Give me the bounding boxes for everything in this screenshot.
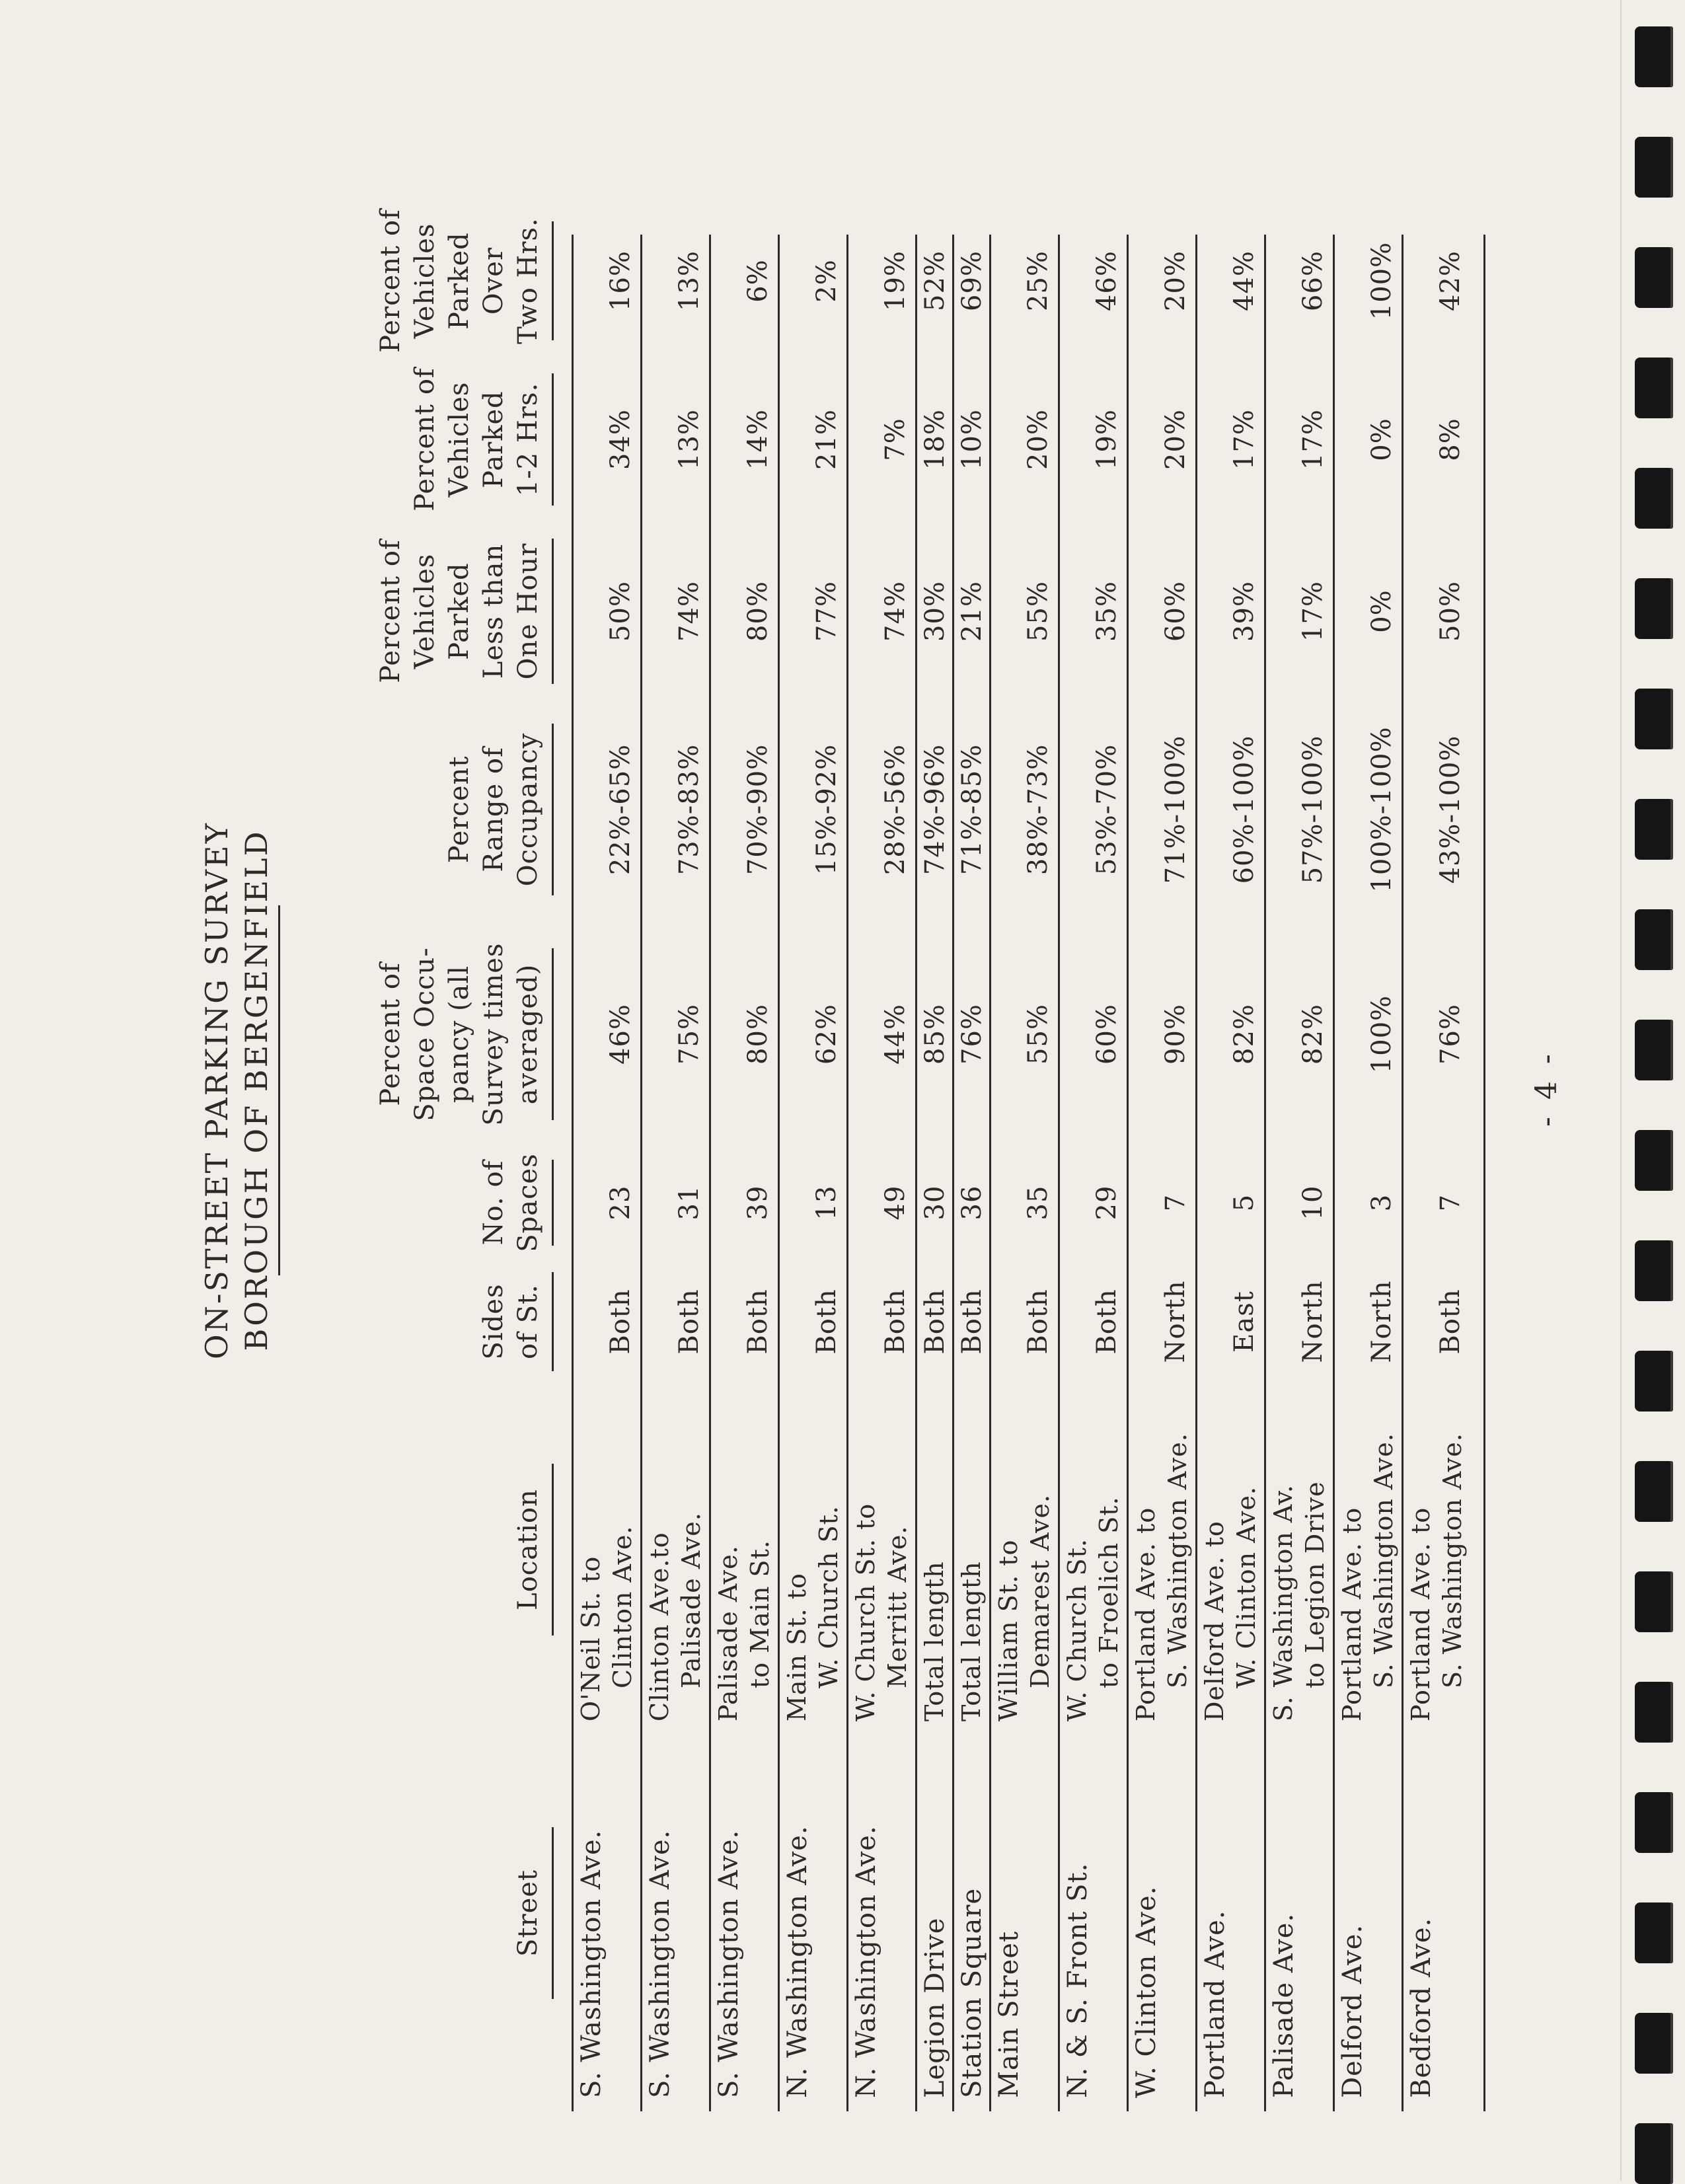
row-separator <box>915 235 917 2111</box>
location-line: Clinton Ave.to <box>645 1532 674 1721</box>
location-line: Demarest Ave. <box>1026 1493 1055 1688</box>
cell-less_hour: 55% <box>1023 581 1053 642</box>
header-line: Percent of <box>410 367 440 511</box>
header-line: Parked <box>478 391 509 488</box>
cell-one_two: 20% <box>1023 409 1053 470</box>
cell-spaces: 23 <box>605 1185 636 1221</box>
header-underline <box>552 1464 554 1636</box>
header-line: Parked <box>444 232 474 330</box>
header-underline <box>552 948 554 1120</box>
report-title: ON-STREET PARKING SURVEY <box>199 821 235 1359</box>
cell-range: 71%-85% <box>957 743 987 876</box>
header-line: Survey times <box>478 942 509 1126</box>
cell-one_two: 14% <box>743 409 773 470</box>
report-subtitle: BOROUGH OF BERGENFIELD <box>239 829 274 1351</box>
cell-one_two: 20% <box>1160 409 1191 470</box>
header-underline <box>552 1272 554 1371</box>
binding-ring <box>1635 1130 1673 1191</box>
header-underline <box>552 373 554 506</box>
cell-sides: North <box>1298 1280 1328 1363</box>
cell-street: S. Washington Ave. <box>714 1829 744 2098</box>
cell-over_two: 25% <box>1023 250 1053 311</box>
row-separator <box>1333 235 1335 2111</box>
cell-street: Delford Ave. <box>1337 1924 1368 2098</box>
cell-spaces: 39 <box>743 1185 773 1221</box>
cell-spaces: 36 <box>957 1185 987 1221</box>
location-line: O'Neil St. to <box>576 1556 605 1721</box>
cell-occupancy: 44% <box>880 1004 911 1065</box>
binding-ring <box>1635 1240 1673 1301</box>
header-underline <box>552 539 554 684</box>
title-underline <box>278 905 280 1275</box>
location-line: to Legion Drive <box>1300 1481 1329 1688</box>
cell-less_hour: 39% <box>1229 581 1259 642</box>
page-edge <box>1620 0 1622 2181</box>
location-line: Total length <box>957 1561 986 1721</box>
location-line: Portland Ave. to <box>1406 1507 1435 1721</box>
binding-ring <box>1635 578 1673 639</box>
cell-occupancy: 55% <box>1023 1004 1053 1065</box>
column-header-location <box>327 1378 545 1721</box>
cell-spaces: 5 <box>1229 1193 1259 1212</box>
header-line: Two Hrs. <box>513 217 543 344</box>
binding-ring <box>1635 1682 1673 1743</box>
binding-ring <box>1635 689 1673 749</box>
binding-ring <box>1635 358 1673 418</box>
location-line: W. Church St. <box>814 1505 843 1688</box>
spiral-binding <box>1612 0 1685 2181</box>
binding-ring <box>1635 26 1673 87</box>
binding-ring <box>1635 1571 1673 1632</box>
binding-ring <box>1635 1902 1673 1963</box>
binding-ring <box>1635 2123 1673 2184</box>
header-line: Location <box>513 1489 543 1610</box>
location-line: Delford Ave. to <box>1200 1521 1229 1721</box>
cell-spaces: 29 <box>1092 1185 1122 1221</box>
row-separator <box>1058 235 1060 2111</box>
cell-sides: East <box>1229 1291 1259 1353</box>
cell-over_two: 100% <box>1367 241 1397 320</box>
row-separator <box>846 235 848 2111</box>
cell-range: 100%-100% <box>1367 726 1397 893</box>
cell-spaces: 3 <box>1367 1193 1397 1212</box>
cell-spaces: 31 <box>674 1185 704 1221</box>
header-line: No. of <box>478 1160 509 1246</box>
cell-street: Station Square <box>957 1887 987 2098</box>
header-line: of St. <box>513 1284 543 1359</box>
cell-range: 38%-73% <box>1023 743 1053 876</box>
location-line: Palisade Ave. <box>677 1512 706 1688</box>
cell-street: Bedford Ave. <box>1406 1917 1437 2098</box>
cell-street: N. Washington Ave. <box>782 1825 813 2098</box>
header-line: Street <box>513 1869 543 1957</box>
cell-street: S. Washington Ave. <box>576 1829 607 2098</box>
cell-sides: North <box>1367 1280 1397 1363</box>
cell-less_hour: 35% <box>1092 581 1122 642</box>
column-header-sides <box>327 1259 545 1384</box>
cell-spaces: 13 <box>811 1185 842 1221</box>
header-line: Occupancy <box>513 732 543 887</box>
location-line: S. Washington Ave. <box>1369 1433 1398 1688</box>
column-header-less_hour <box>327 525 545 697</box>
cell-spaces: 49 <box>880 1185 911 1221</box>
header-line: Vehicles <box>410 553 440 669</box>
cell-occupancy: 76% <box>957 1004 987 1065</box>
cell-range: 43%-100% <box>1435 735 1466 884</box>
header-line: Over <box>478 246 509 315</box>
header-underline <box>552 1160 554 1246</box>
cell-over_two: 44% <box>1229 250 1259 311</box>
page-number: - 4 - <box>1530 1050 1563 1127</box>
row-separator <box>989 235 991 2111</box>
cell-sides: Both <box>743 1289 773 1355</box>
cell-occupancy: 80% <box>743 1004 773 1065</box>
cell-less_hour: 60% <box>1160 581 1191 642</box>
cell-occupancy: 85% <box>920 1004 950 1065</box>
header-underline <box>552 221 554 340</box>
location-line: Total length <box>920 1561 949 1721</box>
column-header-spaces <box>327 1147 545 1259</box>
column-header-over_two <box>327 208 545 354</box>
cell-over_two: 20% <box>1160 250 1191 311</box>
header-line: Vehicles <box>410 223 440 339</box>
row-separator <box>952 235 954 2111</box>
cell-street: Portland Ave. <box>1200 1910 1230 2098</box>
location-line: W. Church St. <box>1063 1538 1092 1721</box>
binding-ring <box>1635 1351 1673 1412</box>
binding-ring <box>1635 468 1673 529</box>
cell-sides: Both <box>605 1289 636 1355</box>
binding-ring <box>1635 137 1673 198</box>
cell-less_hour: 21% <box>957 581 987 642</box>
cell-over_two: 2% <box>811 259 842 303</box>
cell-one_two: 18% <box>920 409 950 470</box>
cell-one_two: 17% <box>1229 409 1259 470</box>
cell-occupancy: 46% <box>605 1004 636 1065</box>
header-line: Vehicles <box>444 381 474 498</box>
cell-less_hour: 50% <box>605 581 636 642</box>
header-underline <box>552 724 554 895</box>
column-header-occupancy <box>327 922 545 1147</box>
cell-range: 28%-56% <box>880 743 911 876</box>
location-line: Clinton Ave. <box>608 1525 637 1688</box>
cell-spaces: 30 <box>920 1185 950 1221</box>
location-line: S. Washington Ave. <box>1438 1433 1467 1688</box>
column-header-one_two <box>327 360 545 519</box>
cell-occupancy: 82% <box>1298 1004 1328 1065</box>
binding-ring <box>1635 1792 1673 1853</box>
cell-one_two: 8% <box>1435 418 1466 461</box>
location-line: Merritt Ave. <box>883 1525 912 1688</box>
cell-over_two: 16% <box>605 250 636 311</box>
cell-spaces: 35 <box>1023 1185 1053 1221</box>
header-line: Sides <box>478 1283 509 1360</box>
header-line: pancy (all <box>444 965 474 1103</box>
row-separator <box>1264 235 1266 2111</box>
location-line: S. Washington Ave. <box>1163 1433 1192 1688</box>
binding-ring <box>1635 1020 1673 1080</box>
cell-range: 57%-100% <box>1298 735 1328 884</box>
cell-occupancy: 75% <box>674 1004 704 1065</box>
cell-over_two: 19% <box>880 250 911 311</box>
cell-street: Legion Drive <box>920 1917 950 2098</box>
cell-sides: Both <box>674 1289 704 1355</box>
cell-spaces: 7 <box>1160 1193 1191 1212</box>
row-separator <box>1195 235 1197 2111</box>
location-line: W. Clinton Ave. <box>1232 1486 1261 1688</box>
cell-occupancy: 76% <box>1435 1004 1466 1065</box>
header-line: Parked <box>444 562 474 660</box>
cell-less_hour: 80% <box>743 581 773 642</box>
header-line: Percent of <box>375 209 406 353</box>
cell-one_two: 17% <box>1298 409 1328 470</box>
header-line: Space Occu- <box>410 947 440 1121</box>
cell-one_two: 0% <box>1367 418 1397 461</box>
cell-less_hour: 74% <box>674 581 704 642</box>
cell-occupancy: 100% <box>1367 995 1397 1074</box>
header-line: One Hour <box>513 543 543 680</box>
binding-ring <box>1635 909 1673 970</box>
location-line: to Main St. <box>745 1540 774 1688</box>
location-line: W. Church St. to <box>851 1503 880 1721</box>
cell-less_hour: 30% <box>920 581 950 642</box>
row-separator <box>1127 235 1129 2111</box>
cell-range: 22%-65% <box>605 743 636 876</box>
cell-sides: Both <box>1023 1289 1053 1355</box>
location-line: to Froelich St. <box>1094 1496 1123 1688</box>
location-line: S. Washington Av. <box>1269 1484 1298 1721</box>
location-line: William St. to <box>994 1539 1023 1721</box>
cell-range: 53%-70% <box>1092 743 1122 876</box>
cell-range: 15%-92% <box>811 743 842 876</box>
column-header-street <box>327 1728 545 2098</box>
cell-over_two: 13% <box>674 250 704 311</box>
header-line: averaged) <box>513 963 543 1105</box>
header-line: 1-2 Hrs. <box>513 382 543 497</box>
cell-less_hour: 50% <box>1435 581 1466 642</box>
binding-ring <box>1635 1461 1673 1522</box>
cell-one_two: 7% <box>880 418 911 461</box>
cell-range: 71%-100% <box>1160 735 1191 884</box>
cell-less_hour: 74% <box>880 581 911 642</box>
location-line: Portland Ave. to <box>1131 1507 1160 1721</box>
cell-sides: North <box>1160 1280 1191 1363</box>
cell-occupancy: 60% <box>1092 1004 1122 1065</box>
cell-one_two: 10% <box>957 409 987 470</box>
cell-one_two: 21% <box>811 409 842 470</box>
binding-ring <box>1635 247 1673 308</box>
header-underline <box>552 1827 554 1999</box>
table-bottom-rule <box>1483 235 1485 2111</box>
cell-sides: Both <box>880 1289 911 1355</box>
cell-sides: Both <box>1435 1289 1466 1355</box>
cell-occupancy: 90% <box>1160 1004 1191 1065</box>
header-line: Percent <box>444 755 474 864</box>
header-line: Less than <box>478 543 509 679</box>
cell-over_two: 66% <box>1298 250 1328 311</box>
cell-street: Palisade Ave. <box>1269 1912 1299 2098</box>
row-separator <box>1402 235 1404 2111</box>
header-line: Percent of <box>375 539 406 683</box>
binding-ring <box>1635 2013 1673 2074</box>
cell-over_two: 46% <box>1092 250 1122 311</box>
column-header-range <box>327 697 545 922</box>
cell-occupancy: 82% <box>1229 1004 1259 1065</box>
cell-street: N. Washington Ave. <box>851 1825 881 2098</box>
header-line: Spaces <box>513 1153 543 1252</box>
cell-less_hour: 17% <box>1298 581 1328 642</box>
location-line: Palisade Ave. <box>714 1545 743 1721</box>
row-separator <box>572 235 574 2111</box>
location-line: Main St. to <box>782 1573 811 1721</box>
header-line: Percent of <box>375 962 406 1106</box>
cell-sides: Both <box>1092 1289 1122 1355</box>
cell-street: W. Clinton Ave. <box>1131 1885 1162 2098</box>
cell-less_hour: 77% <box>811 581 842 642</box>
cell-less_hour: 0% <box>1367 589 1397 633</box>
row-separator <box>640 235 642 2111</box>
row-separator <box>778 235 780 2111</box>
cell-range: 60%-100% <box>1229 735 1259 884</box>
cell-over_two: 52% <box>920 250 950 311</box>
cell-street: N. & S. Front St. <box>1063 1862 1093 2098</box>
cell-over_two: 69% <box>957 250 987 311</box>
cell-sides: Both <box>811 1289 842 1355</box>
header-line: Range of <box>478 747 509 872</box>
cell-range: 73%-83% <box>674 743 704 876</box>
cell-one_two: 13% <box>674 409 704 470</box>
location-line: Portland Ave. to <box>1337 1507 1367 1721</box>
row-separator <box>709 235 711 2111</box>
cell-spaces: 10 <box>1298 1185 1328 1221</box>
binding-ring <box>1635 799 1673 860</box>
cell-over_two: 42% <box>1435 250 1466 311</box>
cell-street: Main Street <box>994 1930 1024 2098</box>
rotated-table-page <box>162 50 1563 2131</box>
cell-sides: Both <box>957 1289 987 1355</box>
cell-range: 74%-96% <box>920 743 950 876</box>
cell-over_two: 6% <box>743 259 773 303</box>
cell-range: 70%-90% <box>743 743 773 876</box>
cell-one_two: 19% <box>1092 409 1122 470</box>
cell-street: S. Washington Ave. <box>645 1829 675 2098</box>
cell-one_two: 34% <box>605 409 636 470</box>
cell-occupancy: 62% <box>811 1004 842 1065</box>
cell-spaces: 7 <box>1435 1193 1466 1212</box>
cell-sides: Both <box>920 1289 950 1355</box>
